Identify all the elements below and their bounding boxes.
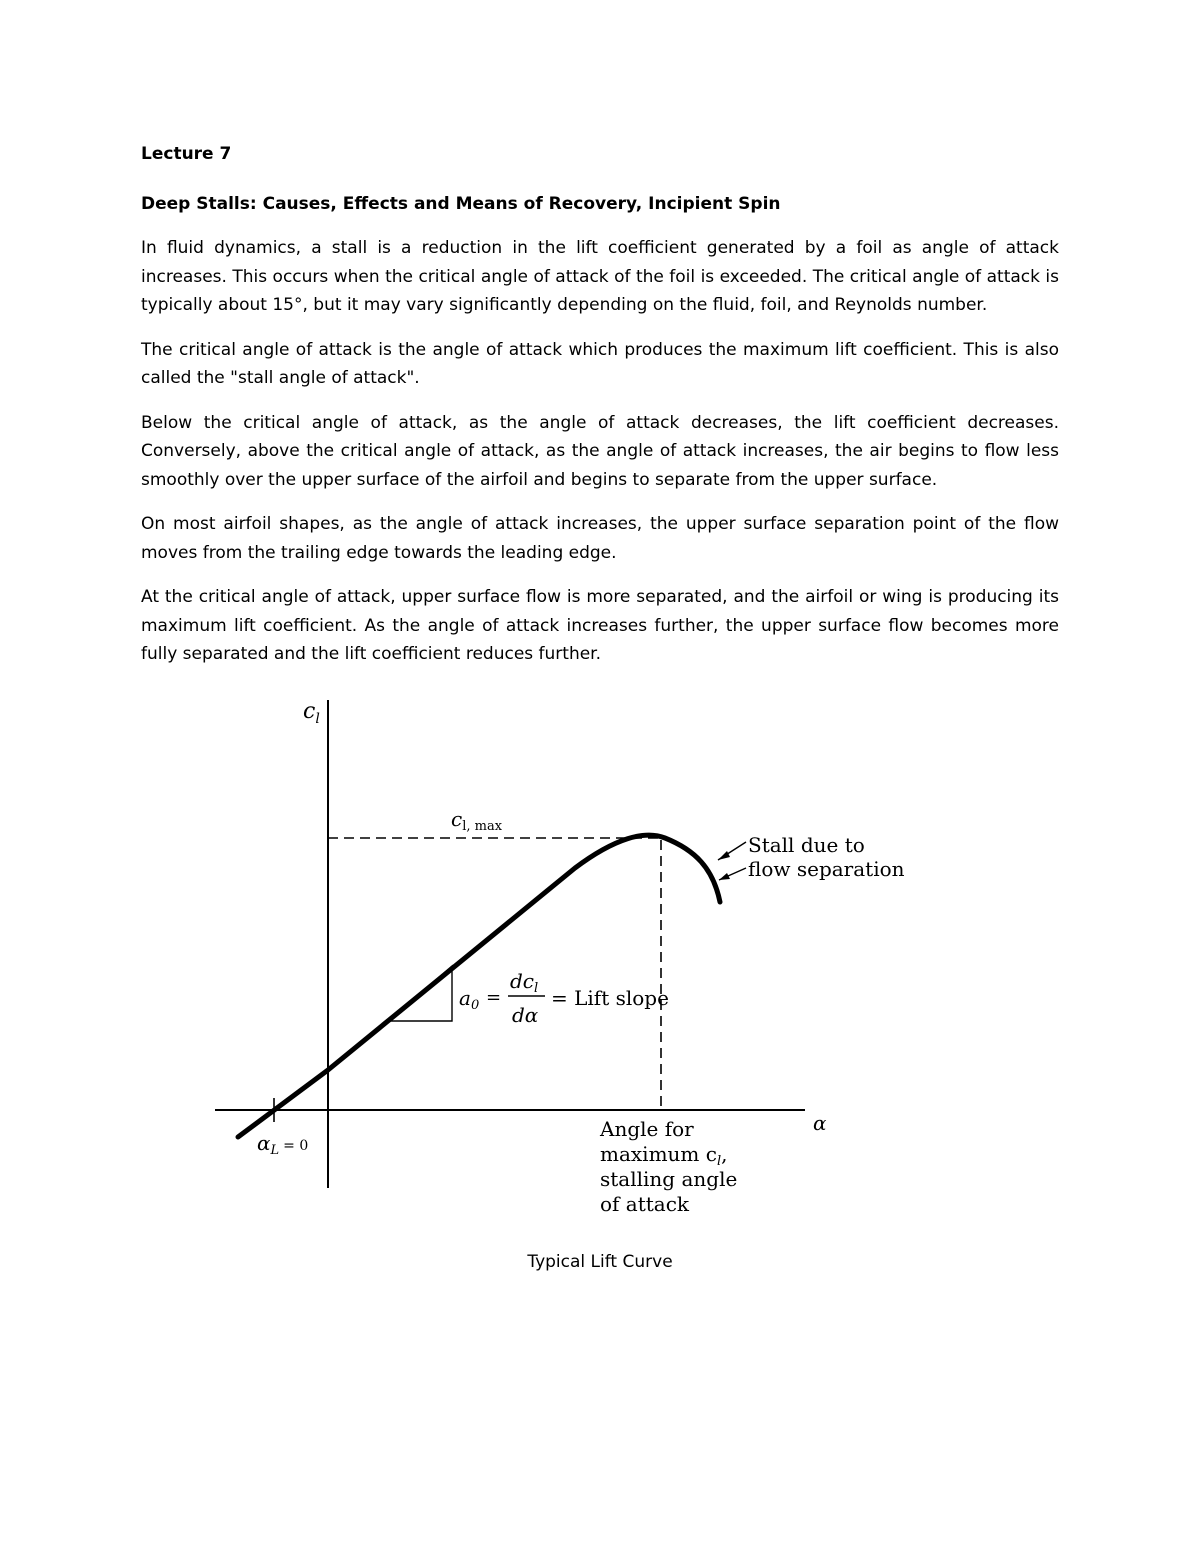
slope-suffix: = Lift slope	[551, 986, 669, 1010]
stall-arrowhead-1	[718, 851, 730, 860]
document-page	[141, 140, 1059, 685]
clmax-label: $c_{l, max}$	[451, 807, 503, 834]
angle-label-line1: Angle for	[600, 1117, 694, 1141]
stall-label-line2: flow separation	[748, 857, 905, 881]
figure-caption: Typical Lift Curve	[527, 1252, 673, 1272]
slope-triangle	[388, 966, 452, 1021]
lecture-number: Lecture 7	[141, 144, 232, 164]
paragraph-3: Below the critical angle of attack, as the angle of attack decreases, the lift coefficient decreases. Conversely, above the critical angle of attack, as the angle of attack increases, the air begins to flow less smoothly over the upper surface of the airfoil and begins to separate from the upper surface.	[141, 412, 1059, 490]
stall-label-line1: Stall due to	[748, 833, 865, 857]
slope-equals: =	[486, 987, 502, 1008]
paragraph-5: At the critical angle of attack, upper surface flow is more separated, and the airfoil or wing is producing its maximum lift coefficient. As the angle of attack increases further, the upper surface flow becomes more fully separated and the lift coefficient reduces further.	[141, 587, 1059, 664]
lift-curve-diagram	[205, 690, 905, 1230]
slope-denominator: dα	[512, 1003, 539, 1027]
zero-lift-label: $\alpha_L$ $^{= 0}$	[257, 1131, 309, 1158]
paragraph-1: In fluid dynamics, a stall is a reduction in the lift coefficient generated by a foil as angle of attack increases. This occurs when the critical angle of attack of the foil is exceeded. The critical angle of attack is typically about 15°, but it may vary significantly depending on the fluid, foil, and Reynolds number.	[141, 238, 1059, 315]
paragraph-4: On most airfoil shapes, as the angle of attack increases, the upper surface separation point of the flow moves from the trailing edge towards the leading edge.	[141, 514, 1059, 563]
slope-numerator: $dc_l$	[510, 969, 539, 996]
paragraph-2: The critical angle of attack is the angle of attack which produces the maximum lift coefficient. This is also called the "stall angle of attack".	[141, 339, 1059, 388]
stall-arrowhead-2	[719, 873, 730, 880]
document-title: Deep Stalls: Causes, Effects and Means of Recovery, Incipient Spin	[141, 194, 781, 214]
angle-label-line4: of attack	[600, 1192, 690, 1216]
x-axis-label: α	[813, 1111, 827, 1135]
y-axis-label: $c_l$	[303, 699, 320, 727]
angle-label-line3: stalling angle	[600, 1167, 738, 1191]
slope-a0-label: $a_0$	[459, 986, 480, 1013]
angle-label-line2: maximum $c_l$,	[600, 1142, 728, 1169]
lift-curve-figure	[205, 690, 905, 1230]
